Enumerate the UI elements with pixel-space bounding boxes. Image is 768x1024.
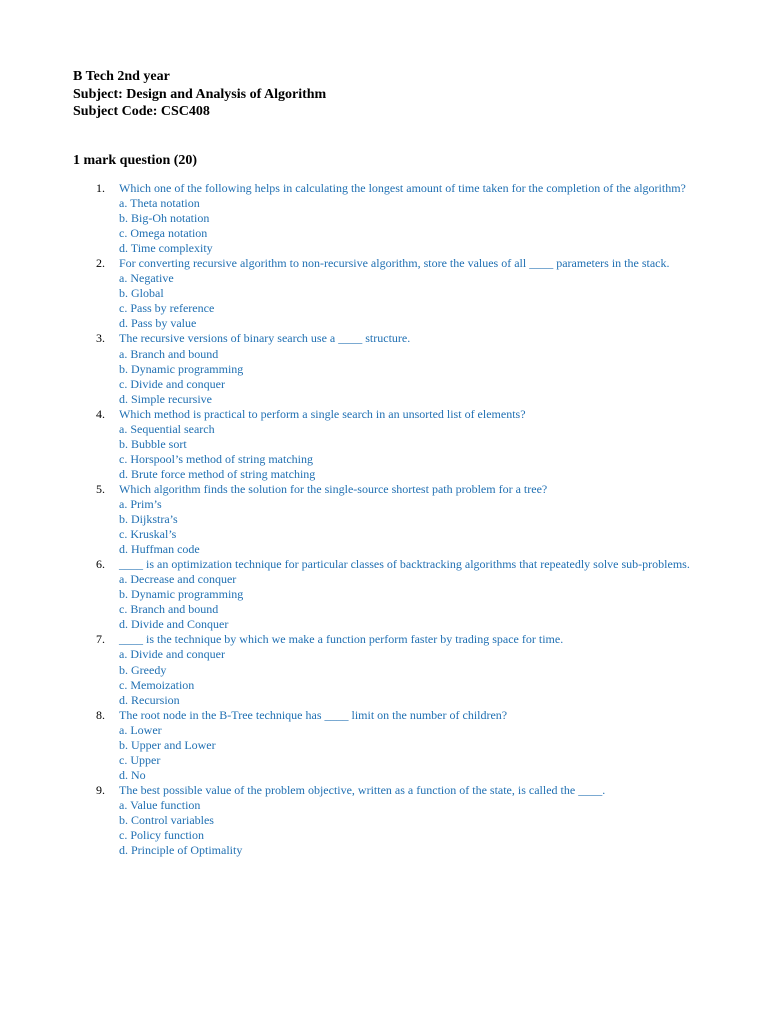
option-c: c. Kruskal’s [119, 527, 177, 542]
question-number: 2. [96, 256, 105, 271]
option-a: a. Prim’s [119, 496, 162, 511]
question-item [73, 331, 713, 406]
subject-name: Subject: Design and Analysis of Algorithm [73, 86, 327, 102]
option-c: c. Policy function [119, 828, 204, 843]
question-number: 6. [96, 557, 105, 572]
option-b: b. Control variables [119, 812, 214, 827]
option-c: c. Branch and bound [119, 602, 219, 617]
question-text: ____ is the technique by which we make a function perform faster by trading space for time. [119, 632, 564, 647]
option-b: b. Dynamic programming [119, 587, 244, 602]
course-year: B Tech 2nd year [73, 69, 170, 84]
option-d: d. Brute force method of string matching [119, 466, 316, 481]
option-b: b. Bubble sort [119, 436, 187, 451]
option-a: a. Negative [119, 271, 174, 286]
question-text: Which one of the following helps in calculating the longest amount of time taken for the completion of the algorithm? [119, 181, 686, 195]
question-text: Which method is practical to perform a single search in an unsorted list of elements? [119, 406, 526, 421]
question-item [73, 783, 713, 858]
question-list [73, 181, 713, 858]
question-item [73, 181, 713, 256]
option-c: c. Horspool’s method of string matching [119, 451, 313, 466]
option-c: c. Omega notation [119, 226, 208, 241]
question-item [73, 708, 713, 783]
option-d: d. Time complexity [119, 241, 213, 256]
option-d: d. Huffman code [119, 542, 200, 557]
subject-code: Subject Code: CSC408 [73, 104, 210, 119]
question-number: 1. [96, 181, 105, 195]
option-b: b. Dijkstra’s [119, 512, 178, 527]
option-a: a. Sequential search [119, 421, 215, 436]
option-c: c. Pass by reference [119, 301, 215, 316]
question-item [73, 407, 713, 482]
question-item [73, 632, 713, 707]
question-item [73, 482, 713, 557]
question-text: The recursive versions of binary search use a ____ structure. [119, 331, 411, 346]
option-c: c. Memoization [119, 677, 195, 692]
document-header [73, 68, 326, 121]
option-c: c. Upper [119, 752, 161, 767]
option-b: b. Dynamic programming [119, 361, 244, 376]
question-text: For converting recursive algorithm to non-recursive algorithm, store the values of all ____ parameters in the stack. [119, 256, 670, 271]
option-a: a. Divide and conquer [119, 647, 225, 662]
option-a: a. Value function [119, 797, 201, 812]
question-number: 3. [96, 331, 105, 346]
option-d: d. Recursion [119, 692, 180, 707]
question-item [73, 557, 713, 632]
question-number: 4. [96, 406, 105, 421]
question-text: The best possible value of the problem objective, written as a function of the state, is called the ____. [119, 782, 606, 797]
question-text: The root node in the B-Tree technique has ____ limit on the number of children? [119, 707, 508, 722]
option-d: d. Simple recursive [119, 391, 212, 406]
option-d: d. Divide and Conquer [119, 617, 229, 632]
option-a: a. Theta notation [119, 196, 200, 211]
question-number: 9. [96, 782, 105, 797]
question-number: 8. [96, 707, 105, 722]
option-a: a. Branch and bound [119, 346, 219, 361]
option-b: b. Global [119, 286, 164, 301]
option-d: d. Principle of Optimality [119, 843, 243, 858]
question-item [73, 256, 713, 331]
question-number: 7. [96, 632, 105, 647]
option-a: a. Lower [119, 722, 162, 737]
option-b: b. Greedy [119, 662, 167, 677]
section-title: 1 mark question (20) [73, 153, 198, 168]
question-text: ____ is an optimization technique for particular classes of backtracking algorithms that repeatedly solve sub-problems. [119, 557, 690, 572]
option-b: b. Big-Oh notation [119, 211, 210, 226]
question-number: 5. [96, 481, 105, 496]
option-a: a. Decrease and conquer [119, 572, 237, 587]
option-d: d. Pass by value [119, 316, 197, 331]
option-b: b. Upper and Lower [119, 737, 216, 752]
option-c: c. Divide and conquer [119, 376, 225, 391]
question-text: Which algorithm finds the solution for the single-source shortest path problem for a tree? [119, 481, 548, 496]
option-d: d. No [119, 767, 146, 782]
